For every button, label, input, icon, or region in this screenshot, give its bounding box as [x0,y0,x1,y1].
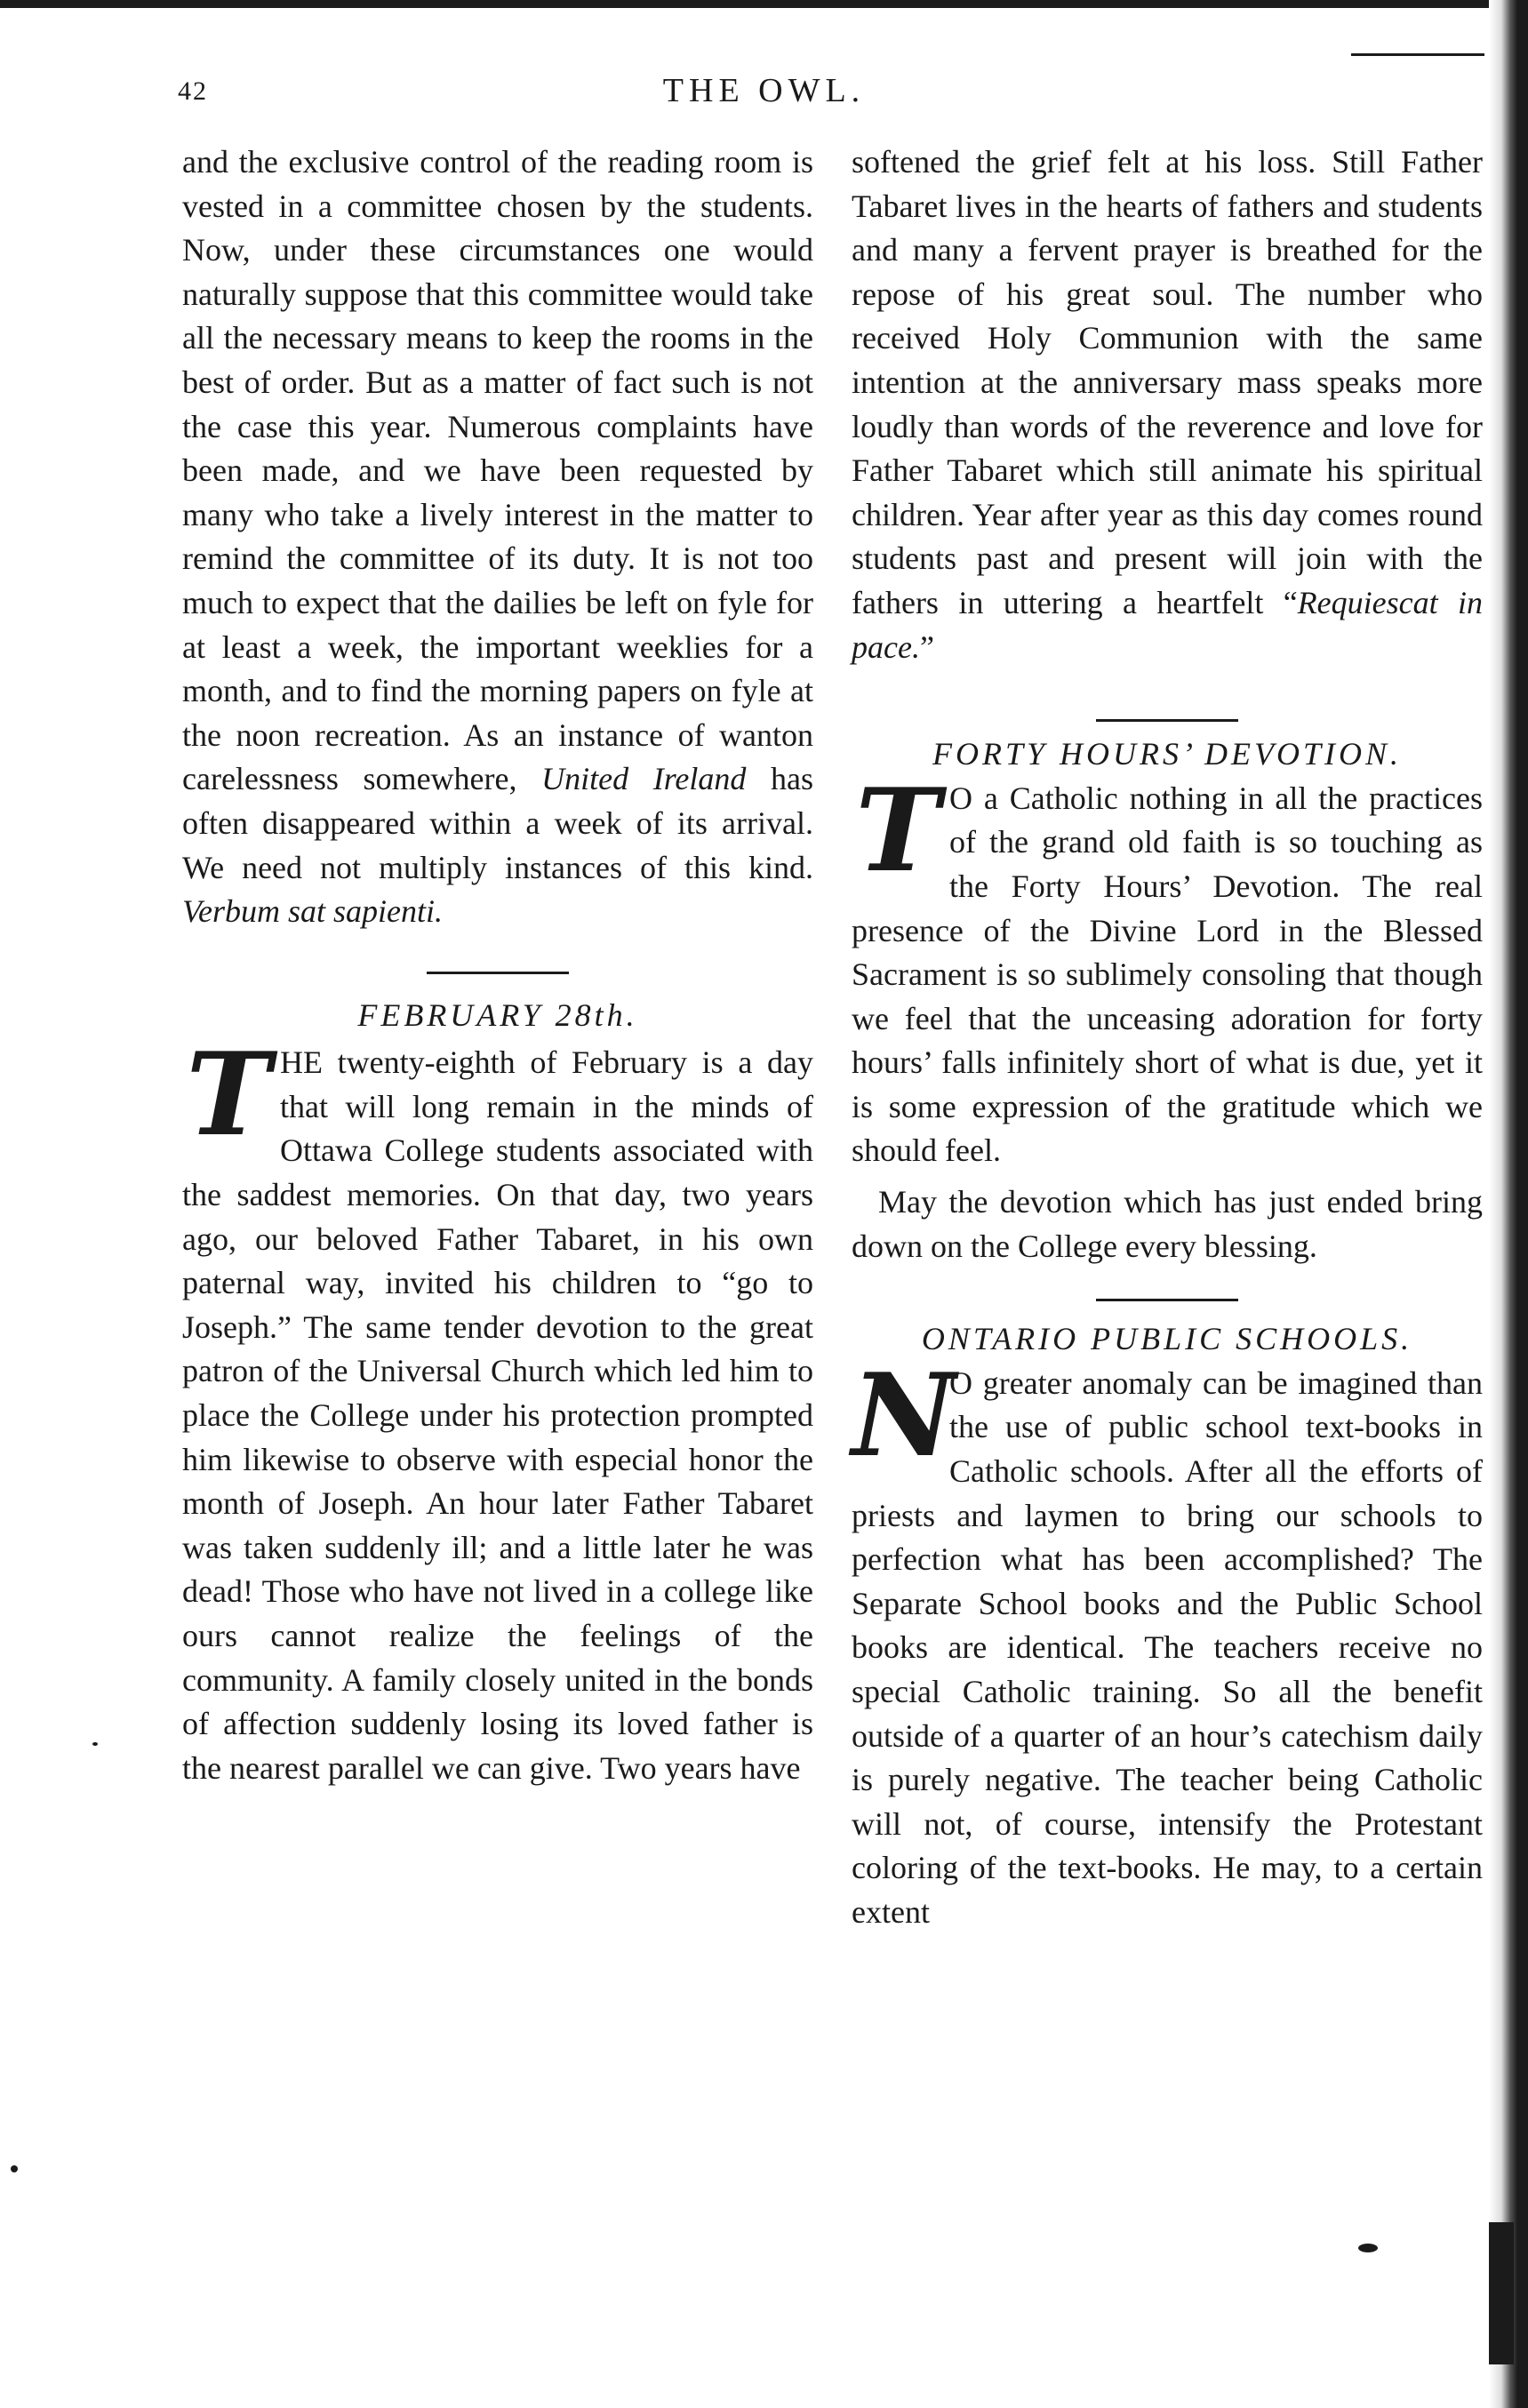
forty-hours-blessing: May the devotion which has just ended bring down on the College every blessing. [852,1184,1483,1264]
ontario-schools-text: O greater anomaly can be imagined than the use of public school text-books in Catholic schools. After all the efforts of priests and laymen to bring our schools to perfection what has been accomplished? The Separate School books and the Public School books are identical. The teachers receive no special Catholic training. So all the benefit outside of a quarter of an hour’s catechism daily is purely negative. The teacher being Catholic will not, of course, intensify the Protestant coloring of the text-books. He may, to a certain extent [852,1364,1483,1930]
forty-hours-paragraph [852,764,1483,1173]
page-top-edge [0,0,1528,8]
section-title-february: FEBRUARY 28th. [357,996,638,1033]
latin-phrase: Verbum sat sapienti. [182,893,443,930]
requiescat-phrase: Requiescat in pace. [852,584,1483,665]
ontario-schools-paragraph [852,1348,1483,1935]
page-number: 42 [178,76,208,106]
scan-speck [11,2165,18,2172]
scan-speck [1358,2244,1378,2252]
page-binding-shadow [1489,2222,1514,2364]
section-title-ontario-schools: ONTARIO PUBLIC SCHOOLS. [921,1321,1413,1357]
united-ireland-title: United Ireland [541,761,747,797]
ornamental-dropcap: N [852,1348,956,1483]
reading-room-paragraph [182,140,813,934]
scan-speck [92,1742,98,1746]
reading-room-text-end: has often disappeared within a week of its arrival. We need not multiply instances of this kind. [182,761,814,885]
section-title-forty-hours: FORTY HOURS’ DEVOTION. [932,736,1402,772]
ornamental-dropcap: T [186,1028,271,1163]
right-column [852,140,1483,1935]
scan-mark [1351,53,1484,56]
forty-hours-text: O a Catholic nothing in all the practices of the grand old faith is so touching as the Forty Hours’ Devotion. The real presence of the Divine Lord in the Blessed Sacrament is so sublimely consoling that though we feel that the unceasing adoration for forty hours’ falls infinitely short of what is due, yet it is some expression of the gratitude which we should feel. [852,780,1483,1169]
reading-room-text: and the exclusive control of the reading room is vested in a committee chosen by the students. Now, under these circumstances one would naturally suppose that this committee would take all the necessary means to keep the rooms in the best of order. But as a matter of fact such is not the case this year. Numerous complaints have been made, and we have been requested by many who take a lively interest in the matter to remind the committee of its duty. It is not too much to expect that the dailies be left on fyle for at least a week, the important weeklies for a month, and to find the morning papers on fyle at the noon recreation. As an instance of wanton carelessness somewhere, [182,144,813,797]
running-head-title: THE OWL. [662,72,866,109]
tabaret-paragraph [852,140,1483,669]
ornamental-dropcap: T [855,764,940,898]
page-right-edge [1489,0,1528,2408]
tabaret-text: softened the grief felt at his loss. Still Father Tabaret lives in the hearts of fathers and students and many a fervent prayer is breathed for the repose of his great soul. The number who received Holy Communion with the same intention at the anniversary mass speaks more loudly than words of the reverence and love for Father Tabaret which still animate his spiritual children. Year after year as this day comes round students past and present will join with the fathers in uttering a heartfelt “ [852,144,1483,620]
february-paragraph [182,1028,813,1790]
left-column [182,140,813,1790]
february-text: HE twenty-eighth of February is a day that will long remain in the minds of Ottawa College students associated with the saddest memories. On that day, two years ago, our beloved Father Tabaret, in his own paternal way, invited his children to “go to Joseph.” The same tender devotion to the great patron of the Universal Church which led him to place the College under his protection prompted him likewise to observe with especial honor the month of Joseph. An hour later Father Tabaret was taken suddenly ill; and a little later he was dead! Those who have not lived in a college like ours cannot realize the feelings of the community. A family closely united in the bonds of affection suddenly losing its loved father is the nearest parallel we can give. Two years have [182,1044,813,1786]
tabaret-text-end: ” [919,628,934,665]
